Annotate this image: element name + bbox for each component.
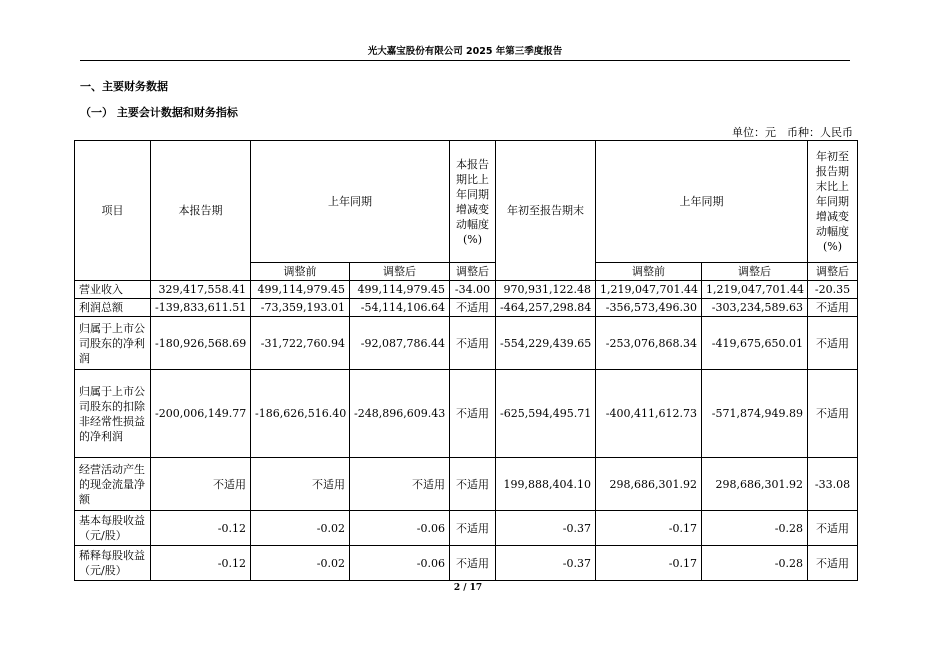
cell-change: 不适用 (450, 458, 496, 511)
cell-change-ytd: 不适用 (808, 299, 858, 317)
cell-lyytd-before: -0.17 (596, 511, 702, 546)
cell-lyytd-after: -0.28 (702, 511, 808, 546)
row-label: 基本每股收益（元/股） (75, 511, 151, 546)
header-last-year-same-period-ytd: 上年同期 (596, 141, 808, 263)
cell-change-ytd: -20.35 (808, 281, 858, 299)
page-number: 2 / 17 (453, 583, 483, 593)
cell-current: -0.12 (151, 511, 251, 546)
cell-ly-after: -54,114,106.64 (350, 299, 450, 317)
cell-ytd: -625,594,495.71 (496, 370, 596, 458)
cell-change-ytd: 不适用 (808, 546, 858, 581)
header-after-adj: 调整后 (350, 263, 450, 281)
table-row (75, 370, 858, 458)
row-label: 归属于上市公司股东的净利润 (75, 317, 151, 370)
cell-ly-after: -248,896,609.43 (350, 370, 450, 458)
header-after-adj-change: 调整后 (450, 263, 496, 281)
cell-current: -0.12 (151, 546, 251, 581)
header-change-ytd: 年初至报告期末比上年同期增减变动幅度(%) (808, 141, 858, 263)
cell-lyytd-after: 298,686,301.92 (702, 458, 808, 511)
header-ytd: 年初至报告期末 (496, 141, 596, 281)
cell-ly-after: 不适用 (350, 458, 450, 511)
cell-ytd: -554,229,439.65 (496, 317, 596, 370)
table-row (75, 511, 858, 546)
cell-current: 329,417,558.41 (151, 281, 251, 299)
cell-lyytd-after: -419,675,650.01 (702, 317, 808, 370)
row-label: 营业收入 (75, 281, 151, 299)
cell-ytd: 970,931,122.48 (496, 281, 596, 299)
cell-lyytd-after: -571,874,949.89 (702, 370, 808, 458)
header-item: 项目 (75, 141, 151, 281)
cell-change: 不适用 (450, 511, 496, 546)
cell-ly-before: 499,114,979.45 (251, 281, 350, 299)
cell-current: -180,926,568.69 (151, 317, 251, 370)
cell-ytd: 199,888,404.10 (496, 458, 596, 511)
cell-ly-before: -31,722,760.94 (251, 317, 350, 370)
report-header: 光大嘉宝股份有限公司 2025 年第三季度报告 (367, 46, 563, 57)
cell-change: 不适用 (450, 317, 496, 370)
cell-ly-before: -0.02 (251, 511, 350, 546)
row-label: 经营活动产生的现金流量净额 (75, 458, 151, 511)
cell-ytd: -0.37 (496, 511, 596, 546)
header-rule (80, 60, 850, 61)
cell-lyytd-after: 1,219,047,701.44 (702, 281, 808, 299)
header-change-current: 本报告期比上年同期增减变动幅度(%) (450, 141, 496, 263)
table-row (75, 281, 858, 299)
table-row (75, 458, 858, 511)
cell-ly-after: -92,087,786.44 (350, 317, 450, 370)
cell-change-ytd: -33.08 (808, 458, 858, 511)
cell-change-ytd: 不适用 (808, 317, 858, 370)
cell-ly-before: -73,359,193.01 (251, 299, 350, 317)
header-last-year-same-period: 上年同期 (251, 141, 450, 263)
cell-ly-after: 499,114,979.45 (350, 281, 450, 299)
table-row (75, 299, 858, 317)
cell-change: 不适用 (450, 546, 496, 581)
cell-lyytd-before: -356,573,496.30 (596, 299, 702, 317)
financial-data-table (74, 140, 858, 581)
cell-lyytd-after: -0.28 (702, 546, 808, 581)
cell-change: 不适用 (450, 370, 496, 458)
cell-ly-before: 不适用 (251, 458, 350, 511)
header-before-adj-ytd: 调整前 (596, 263, 702, 281)
header-after-adj-ytd: 调整后 (702, 263, 808, 281)
table-row (75, 546, 858, 581)
cell-ly-before: -0.02 (251, 546, 350, 581)
cell-lyytd-before: -400,411,612.73 (596, 370, 702, 458)
section-title: 一、主要财务数据 (80, 80, 168, 93)
cell-change: -34.00 (450, 281, 496, 299)
cell-current: -139,833,611.51 (151, 299, 251, 317)
table-row (75, 317, 858, 370)
cell-change-ytd: 不适用 (808, 370, 858, 458)
cell-ly-after: -0.06 (350, 511, 450, 546)
cell-ytd: -0.37 (496, 546, 596, 581)
cell-lyytd-before: -253,076,868.34 (596, 317, 702, 370)
cell-lyytd-after: -303,234,589.63 (702, 299, 808, 317)
cell-change-ytd: 不适用 (808, 511, 858, 546)
cell-lyytd-before: -0.17 (596, 546, 702, 581)
cell-current: 不适用 (151, 458, 251, 511)
unit-currency-line: 单位：元 币种：人民币 (732, 126, 853, 139)
row-label: 归属于上市公司股东的扣除非经常性损益的净利润 (75, 370, 151, 458)
cell-change: 不适用 (450, 299, 496, 317)
cell-lyytd-before: 298,686,301.92 (596, 458, 702, 511)
header-current-period: 本报告期 (151, 141, 251, 281)
subsection-title: （一） 主要会计数据和财务指标 (80, 106, 238, 119)
table-header-row (75, 141, 858, 263)
cell-ytd: -464,257,298.84 (496, 299, 596, 317)
cell-current: -200,006,149.77 (151, 370, 251, 458)
cell-ly-before: -186,626,516.40 (251, 370, 350, 458)
row-label: 稀释每股收益（元/股） (75, 546, 151, 581)
header-after-adj-change-ytd: 调整后 (808, 263, 858, 281)
cell-ly-after: -0.06 (350, 546, 450, 581)
header-before-adj: 调整前 (251, 263, 350, 281)
row-label: 利润总额 (75, 299, 151, 317)
cell-lyytd-before: 1,219,047,701.44 (596, 281, 702, 299)
